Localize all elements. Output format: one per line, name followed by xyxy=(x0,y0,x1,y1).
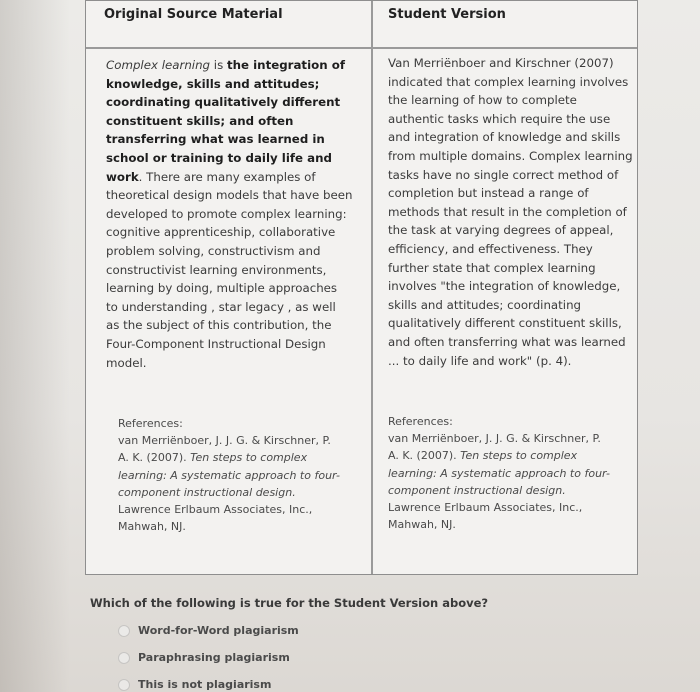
text-run: learning: A systematic approach to four- xyxy=(118,468,340,482)
header-student-version: Student Version xyxy=(388,7,506,22)
original-source-text xyxy=(106,56,368,372)
text-line xyxy=(106,279,368,298)
option-paraphrasing[interactable] xyxy=(118,651,290,664)
text-line xyxy=(106,130,368,149)
text-run: A. K. (2007). xyxy=(118,451,191,465)
text-run: Four-Component Instructional Design xyxy=(106,336,326,351)
text-run: Mahwah, NJ. xyxy=(388,518,456,532)
text-line xyxy=(118,501,368,518)
text-run: model. xyxy=(106,355,147,370)
text-run: knowledge, skills and attitudes; xyxy=(106,76,320,91)
text-run: problem solving, constructivism and xyxy=(106,243,321,258)
text-line xyxy=(106,298,368,317)
text-run: References: xyxy=(388,415,453,428)
text-line xyxy=(106,316,368,335)
text-line xyxy=(106,223,368,242)
text-line xyxy=(106,354,368,373)
photo-shadow xyxy=(0,0,70,692)
text-run: as the subject of this contribution, the xyxy=(106,318,332,333)
text-run: References: xyxy=(118,417,183,430)
text-line: authentic tasks which require the use xyxy=(388,111,611,126)
text-line xyxy=(106,205,368,224)
text-line: ... to daily life and work" (p. 4). xyxy=(388,353,572,368)
text-line: tasks have no single correct method of xyxy=(388,167,619,182)
text-line: and integration of knowledge and skills xyxy=(388,130,621,145)
text-run: theoretical design models that have been xyxy=(106,188,353,203)
text-line xyxy=(106,186,368,205)
text-line: indicated that complex learning involves xyxy=(388,74,629,89)
header-original-source: Original Source Material xyxy=(104,7,283,22)
text-run: constituent skills; and often xyxy=(106,113,294,128)
option-label: This is not plagiarism xyxy=(138,678,272,691)
text-line xyxy=(388,447,638,464)
text-run: the integration of xyxy=(226,58,345,72)
option-not-plagiarism[interactable] xyxy=(118,678,271,691)
text-line xyxy=(106,335,368,354)
text-line: the task at varying degrees of appeal, xyxy=(388,223,614,238)
radio-button[interactable] xyxy=(118,625,130,637)
text-line xyxy=(118,449,368,466)
text-run: Mahwah, NJ. xyxy=(118,520,186,534)
text-line: methods that result in the completion of xyxy=(388,204,627,219)
text-run: learning: A systematic approach to four- xyxy=(388,466,610,480)
text-line xyxy=(388,482,638,499)
text-line xyxy=(388,499,638,516)
text-run: developed to promote complex learning: xyxy=(106,206,347,221)
text-run: constructivist learning environments, xyxy=(106,262,327,277)
text-line: qualitatively different constituent skills, xyxy=(388,316,622,331)
text-line: involves "the integration of knowledge, xyxy=(388,279,621,294)
text-line: efficiency, and effectiveness. They xyxy=(388,241,593,256)
text-run: Ten steps to complex xyxy=(460,449,578,463)
text-line: and often transferring what was learned xyxy=(388,334,626,349)
text-line xyxy=(118,432,368,449)
text-line xyxy=(106,261,368,280)
text-run: Complex learning xyxy=(106,58,211,72)
text-line: further state that complex learning xyxy=(388,260,596,275)
option-label: Word-for-Word plagiarism xyxy=(138,624,299,637)
text-run: transferring what was learned in xyxy=(106,132,325,147)
text-run: Ten steps to complex xyxy=(190,451,308,465)
text-line: skills and attitudes; coordinating xyxy=(388,297,582,312)
text-line xyxy=(106,242,368,261)
references-student xyxy=(388,413,638,533)
text-line xyxy=(388,413,638,430)
text-line: from multiple domains. Complex learning xyxy=(388,148,633,163)
text-run: . There are many examples of xyxy=(138,169,316,184)
radio-button[interactable] xyxy=(118,679,130,691)
references-original xyxy=(118,415,368,535)
text-line: completion but instead a range of xyxy=(388,186,589,201)
student-version-text xyxy=(388,54,638,370)
option-word-for-word[interactable] xyxy=(118,624,299,637)
text-run: van Merriënboer, J. J. G. & Kirschner, P. xyxy=(118,434,331,448)
text-run: is xyxy=(210,58,227,72)
text-run: Lawrence Erlbaum Associates, Inc., xyxy=(118,503,313,517)
text-line xyxy=(118,518,368,535)
text-line xyxy=(388,430,638,447)
text-line xyxy=(388,516,638,533)
text-run: Lawrence Erlbaum Associates, Inc., xyxy=(388,501,583,515)
column-divider xyxy=(371,1,373,574)
text-line xyxy=(118,467,368,484)
text-run: cognitive apprenticeship, collaborative xyxy=(106,225,336,240)
text-run: work xyxy=(106,169,139,184)
text-run: A. K. (2007). xyxy=(388,449,461,463)
text-line xyxy=(106,93,368,112)
text-run: school or training to daily life and xyxy=(106,150,332,165)
text-line xyxy=(118,415,368,432)
text-line xyxy=(106,75,368,94)
text-run: component instructional design. xyxy=(388,483,566,497)
text-line xyxy=(106,112,368,131)
option-label: Paraphrasing plagiarism xyxy=(138,651,290,664)
radio-button[interactable] xyxy=(118,652,130,664)
text-line xyxy=(388,465,638,482)
text-run: coordinating qualitatively different xyxy=(106,95,341,110)
text-line xyxy=(106,149,368,168)
quiz-question: Which of the following is true for the Student Version above? xyxy=(90,596,489,610)
comparison-table xyxy=(85,0,638,575)
text-line xyxy=(118,484,368,501)
text-line xyxy=(106,56,368,75)
text-run: to understanding , star legacy , as well xyxy=(106,299,336,314)
text-line: Van Merriënboer and Kirschner (2007) xyxy=(388,56,614,70)
header-divider xyxy=(86,47,637,49)
text-run: learning by doing, multiple approaches xyxy=(106,281,338,296)
text-line: the learning of how to complete xyxy=(388,93,577,108)
text-line xyxy=(106,168,368,187)
text-run: component instructional design. xyxy=(118,485,296,499)
text-run: van Merriënboer, J. J. G. & Kirschner, P. xyxy=(388,432,601,446)
